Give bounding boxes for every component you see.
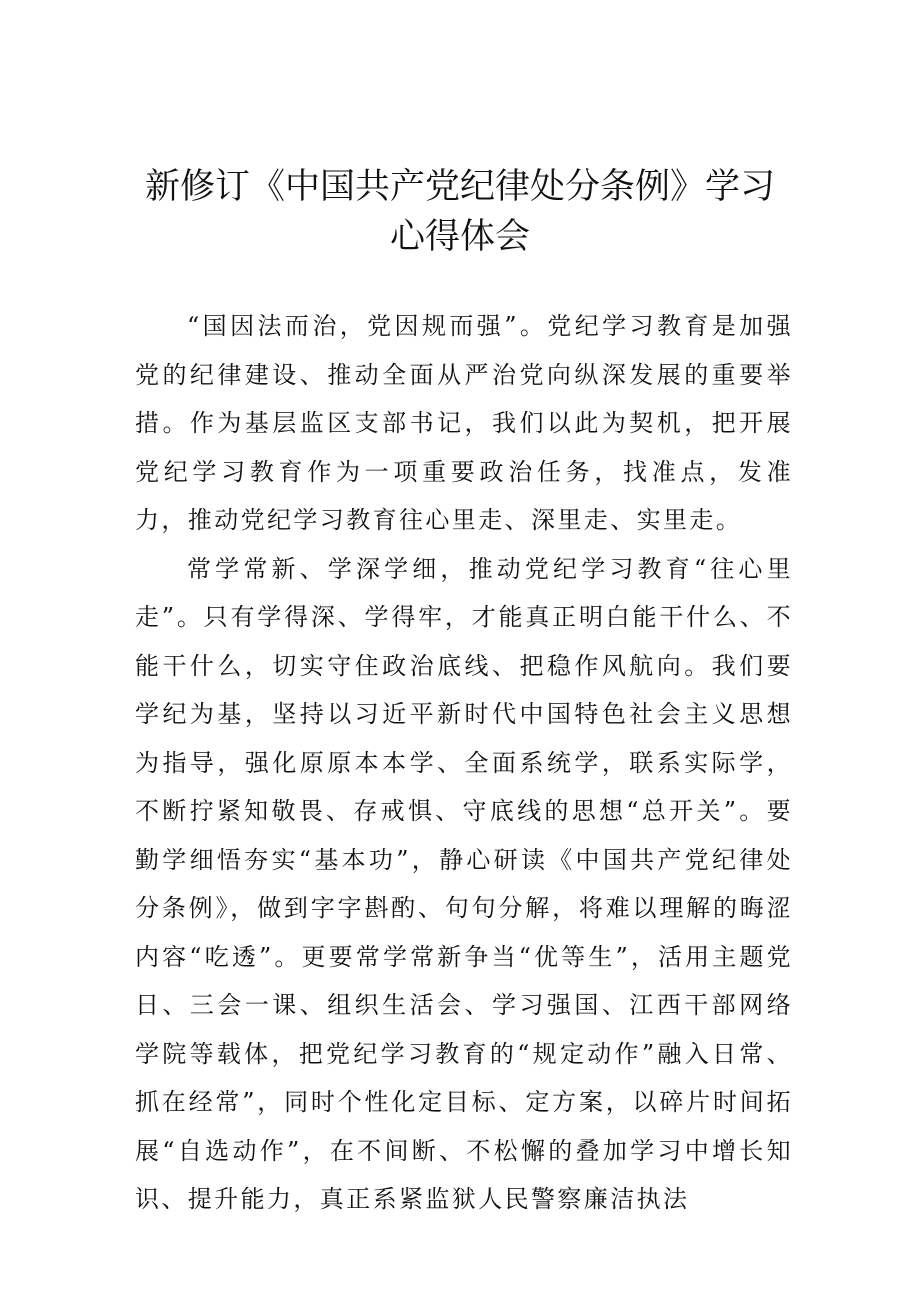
paragraph-study: 常学常新、学深学细，推动党纪学习教育“往心里走”。只有学得深、学得牢，才能真正明白能干什么、不能干什么，切实守住政治底线、把稳作风航向。我们要学纪为基，坚持以习近平新时代中国特色社会主义思想为指导，强化原原本本学、全面系统学，联系实际学，不断拧紧知敬畏、存戒惧、守底线的思想“总开关”。要勤学细悟夯实“基本功”，静心研读《中国共产党纪律处分条例》，做到字字斟酌、句句分解，将难以理解的晦涩内容“吃透”。更要常学常新争当“优等生”，活用主题党日、三会一课、组织生活会、学习强国、江西干部网络学院等载体，把党纪学习教育的“规定动作”融入日常、抓在经常”，同时个性化定目标、定方案，以碎片时间拓展“自选动作”，在不间断、不松懈的叠加学习中增长知识、提升能力，真正系紧监狱人民警察廉洁执法 xyxy=(135,554,793,1213)
document-body xyxy=(135,302,793,1224)
title-line-2: 心得体会 xyxy=(389,217,530,257)
document-title xyxy=(120,162,800,262)
paragraph-intro: “国因法而治，党因规而强”。党纪学习教育是加强党的纪律建设、推动全面从严治党向纵深发展的重要举措。作为基层监区支部书记，我们以此为契机，把开展党纪学习教育作为一项重要政治任务，找准点，发准力，推动党纪学习教育往心里走、深里走、实里走。 xyxy=(135,312,793,534)
title-line-1: 新修订《中国共产党纪律处分条例》学习 xyxy=(144,167,775,207)
